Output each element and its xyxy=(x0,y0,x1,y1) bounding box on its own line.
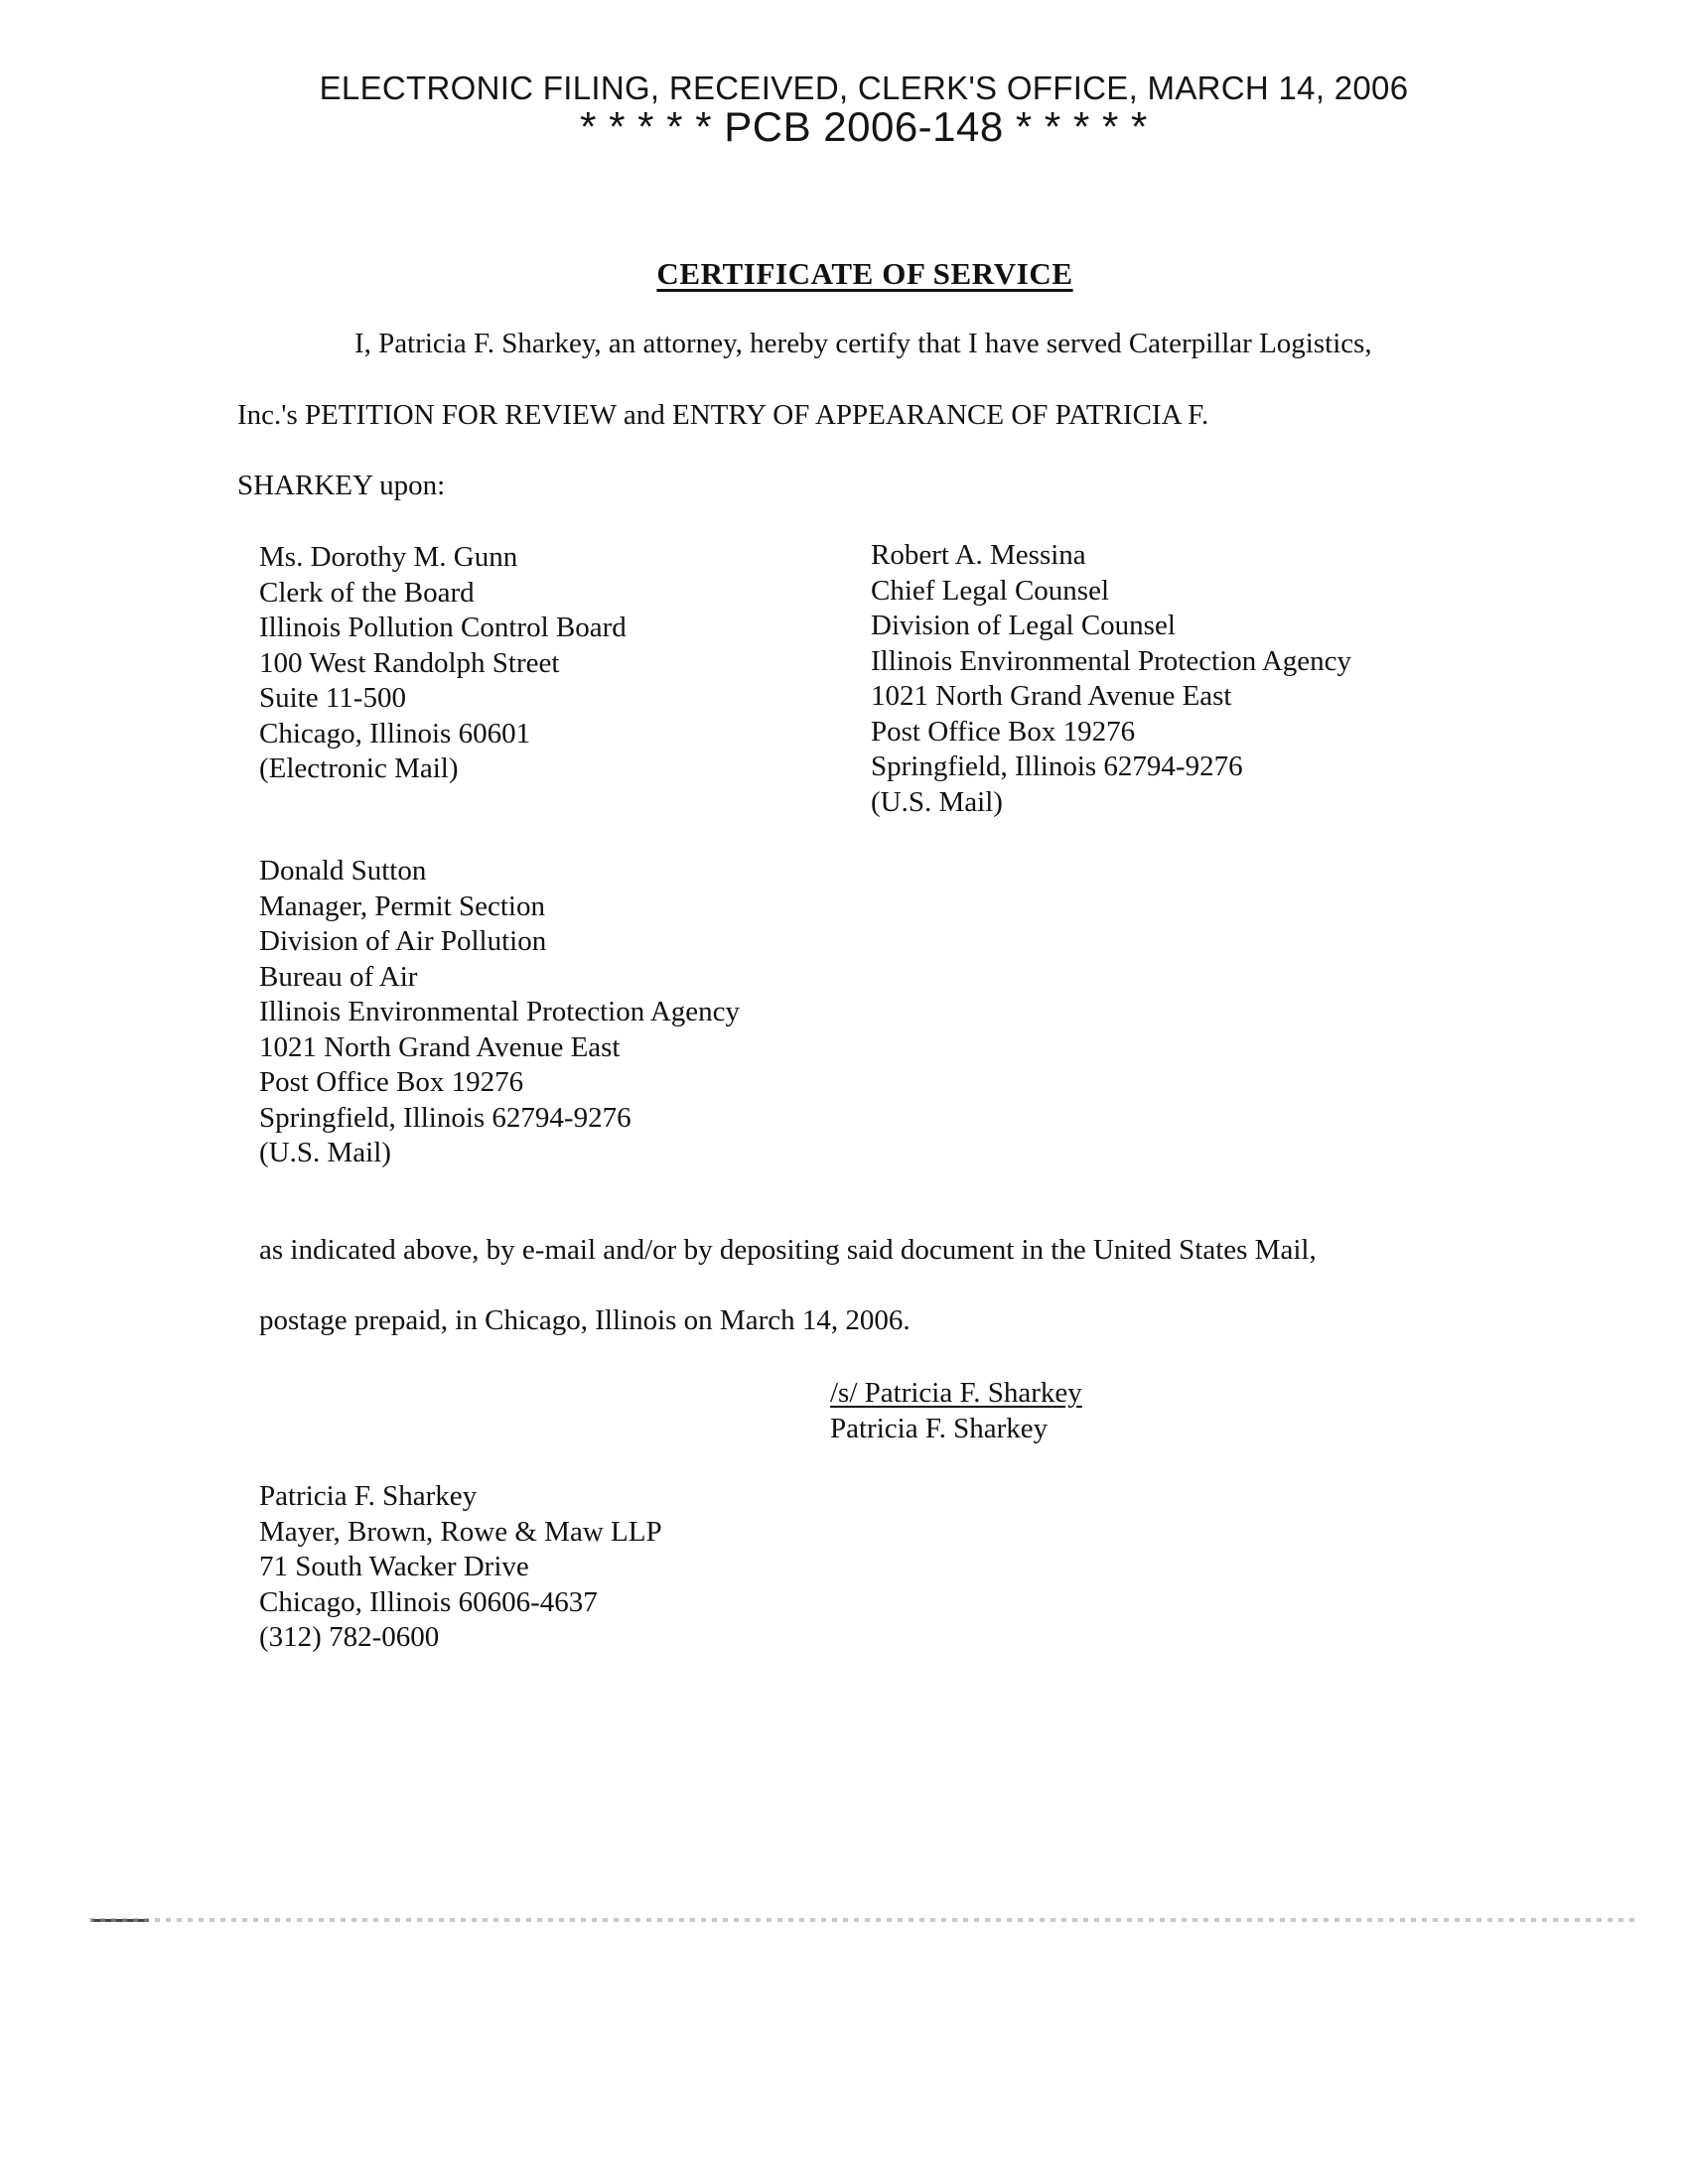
address-line: (U.S. Mail) xyxy=(871,785,1003,818)
address-line: Division of Air Pollution xyxy=(259,925,547,957)
address-line: Springfield, Illinois 62794-9276 xyxy=(871,751,1243,782)
certification-line-2: Inc.'s PETITION FOR REVIEW and ENTRY OF APPEARANCE OF PATRICIA F. xyxy=(237,399,1209,431)
address-line: Chicago, Illinois 60601 xyxy=(259,717,531,750)
address-line: Division of Legal Counsel xyxy=(871,610,1176,641)
recipient-permit-section-address xyxy=(259,854,740,1171)
address-line: Post Office Box 19276 xyxy=(871,715,1136,748)
case-number-stamp: * * * * * PCB 2006-148 * * * * * xyxy=(580,103,1148,150)
signer-name: Patricia F. Sharkey xyxy=(830,1412,1049,1444)
document-title: CERTIFICATE OF SERVICE xyxy=(656,256,1073,291)
address-line: Donald Sutton xyxy=(259,855,427,887)
certification-line-1: I, Patricia F. Sharkey, an attorney, hereby certify that I have served Caterpillar Logistics, xyxy=(354,328,1372,359)
address-line: Chief Legal Counsel xyxy=(871,574,1110,607)
closing-line-1: as indicated above, by e-mail and/or by depositing said document in the United States Mail, xyxy=(259,1234,1317,1266)
address-line: Ms. Dorothy M. Gunn xyxy=(259,541,518,573)
address-line: Illinois Pollution Control Board xyxy=(259,612,627,643)
address-line: Suite 11-500 xyxy=(259,682,406,714)
address-line: Springfield, Illinois 62794-9276 xyxy=(259,1101,632,1134)
address-line: Post Office Box 19276 xyxy=(259,1066,524,1098)
attorney-line: (312) 782-0600 xyxy=(259,1621,440,1653)
address-line: (Electronic Mail) xyxy=(259,752,459,784)
recipient-clerk-address xyxy=(259,540,627,787)
attorney-line: Mayer, Brown, Rowe & Maw LLP xyxy=(259,1515,662,1548)
filing-stamp-line: ELECTRONIC FILING, RECEIVED, CLERK'S OFFICE, MARCH 14, 2006 xyxy=(319,69,1409,106)
signature-block xyxy=(830,1376,1082,1446)
address-line: Bureau of Air xyxy=(259,960,418,993)
certification-line-3: SHARKEY upon: xyxy=(237,470,446,501)
address-line: Manager, Permit Section xyxy=(259,889,545,922)
address-line: 100 West Randolph Street xyxy=(259,646,560,679)
address-line: Illinois Environmental Protection Agency xyxy=(259,996,741,1027)
address-line: Robert A. Messina xyxy=(871,539,1086,571)
address-line: Illinois Environmental Protection Agency xyxy=(871,644,1352,677)
attorney-line: Chicago, Illinois 60606-4637 xyxy=(259,1585,598,1618)
attorney-line: Patricia F. Sharkey xyxy=(259,1480,478,1512)
address-line: Clerk of the Board xyxy=(259,576,475,609)
attorney-line: 71 South Wacker Drive xyxy=(259,1551,529,1582)
address-line: 1021 North Grand Avenue East xyxy=(871,680,1232,712)
address-line: (U.S. Mail) xyxy=(259,1137,391,1168)
electronic-signature: /s/ Patricia F. Sharkey xyxy=(830,1377,1082,1409)
attorney-contact-block xyxy=(259,1479,662,1656)
address-line: 1021 North Grand Avenue East xyxy=(259,1030,621,1063)
scan-artifact xyxy=(89,1918,1638,1922)
closing-line-2: postage prepaid, in Chicago, Illinois on March 14, 2006. xyxy=(259,1304,911,1336)
recipient-counsel-address xyxy=(871,538,1351,820)
